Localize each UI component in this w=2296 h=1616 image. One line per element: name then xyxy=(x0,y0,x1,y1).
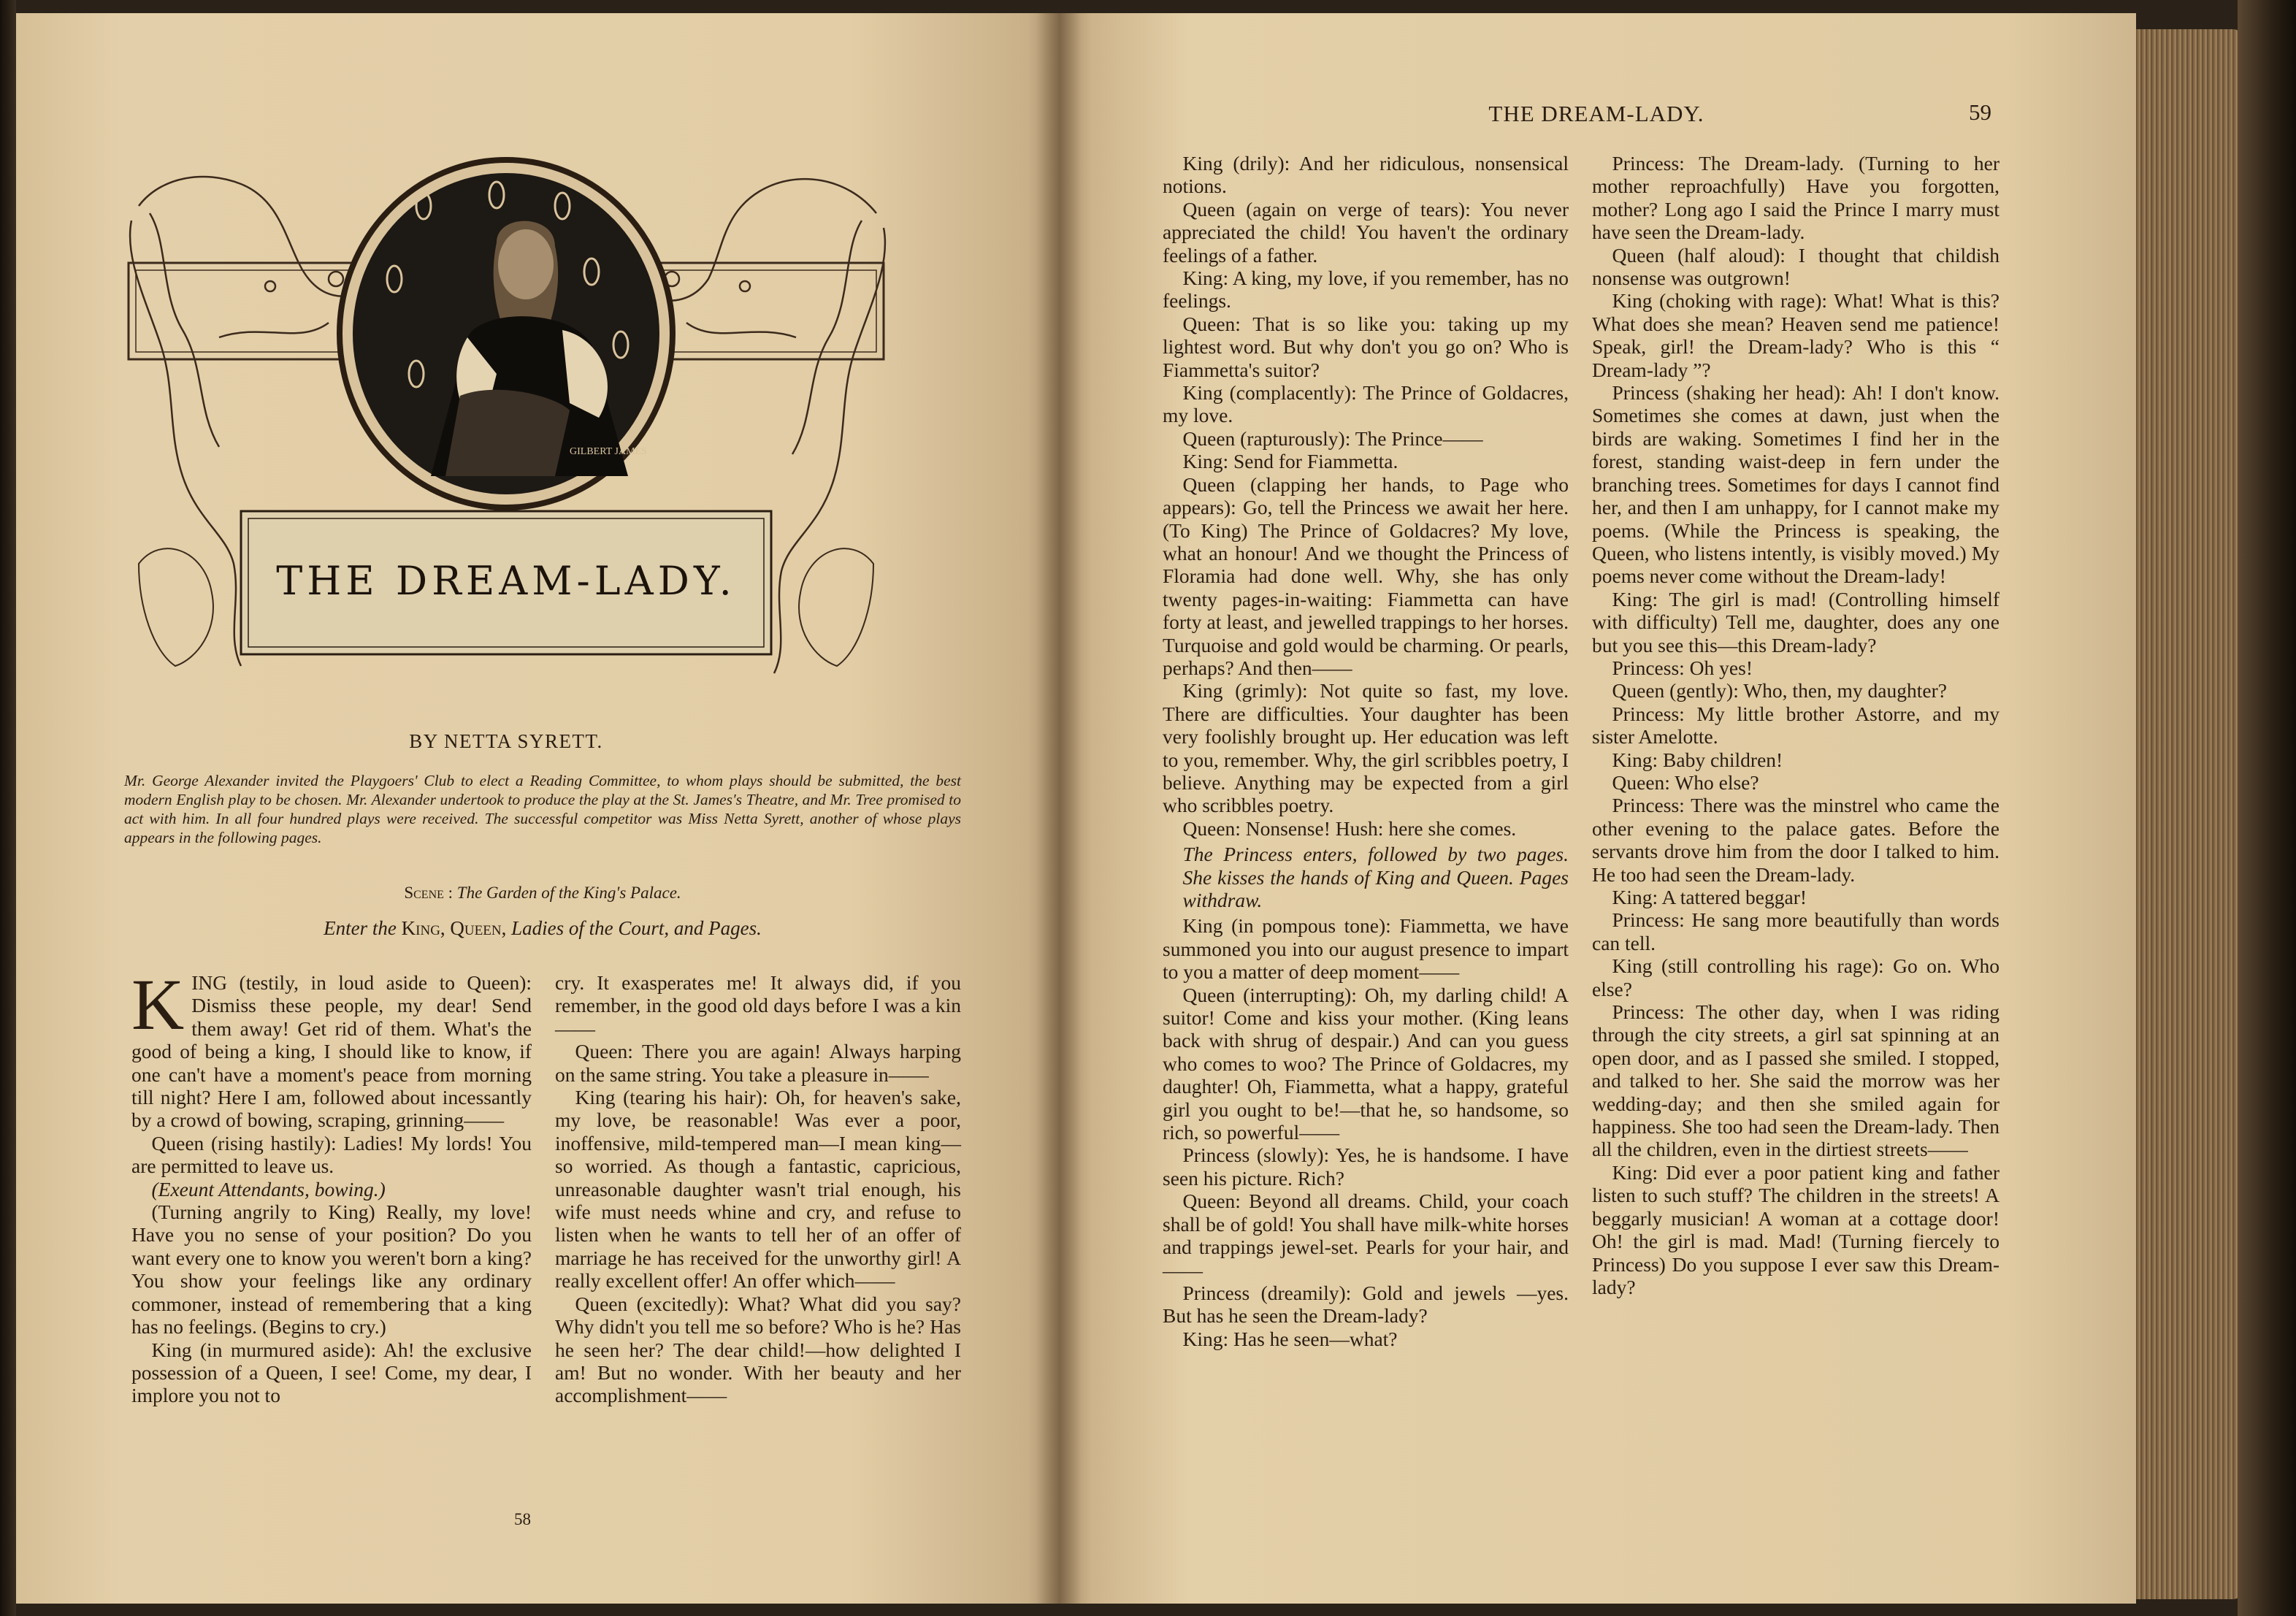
continued-paragraph: cry. It exasperates me! It always did, if you remember, in the good old days before I was a kin—— xyxy=(555,971,961,1040)
dialogue-paragraph: (Turning angrily to King) Really, my love! Have you no sense of your position? Do you want every one to know you weren't born a king? You show your feelings like any ordinary commoner, instead of remembering that a king has no feelings. (Begins to cry.) xyxy=(131,1200,532,1339)
running-head: THE DREAM-LADY. xyxy=(1488,101,1704,126)
scene-label: Scene : xyxy=(404,884,454,902)
dialogue-paragraph: Queen (again on verge of tears): You never appreciated the child! You haven't the ordinary feelings of a father. xyxy=(1163,197,1569,267)
dialogue-paragraph: Princess: He sang more beautifully than words can tell. xyxy=(1592,908,2000,954)
scene-value: The Garden of the King's Palace. xyxy=(456,884,681,902)
right-column-2 xyxy=(1592,152,2000,1298)
dialogue-paragraph: Princess: There was the minstrel who came the other evening to the palace gates. Before the servants drove him from the door I talked to him. He too had seen the Dream-lady. xyxy=(1592,794,2000,886)
dialogue-paragraph: King: Baby children! xyxy=(1612,748,1783,771)
dialogue-paragraph: King (drily): And her ridiculous, nonsensical notions. xyxy=(1163,152,1569,198)
dialogue-paragraph: Princess: My little brother Astorre, and my sister Amelotte. xyxy=(1592,702,2000,748)
dialogue-paragraph: King: A tattered beggar! xyxy=(1612,886,1807,908)
artist-signature: GILBERT JAMES xyxy=(570,446,647,457)
enter-c: Ladies of the Court, and Pages. xyxy=(511,917,762,939)
left-column-1 xyxy=(131,964,532,1407)
drop-cap: K xyxy=(131,964,185,1045)
dialogue-paragraph: Princess: The Dream-lady. (Turning to her mother reproachfully) Have you forgotten, mother? Long ago I said the Prince I marry must have seen the Dream-lady. xyxy=(1592,152,2000,244)
page-number-left: 58 xyxy=(514,1510,531,1528)
dialogue-paragraph: King (in murmured aside): Ah! the exclusive possession of a Queen, I see! Come, my dear, I implore you not to xyxy=(131,1338,532,1407)
dialogue-paragraph: Princess (shaking her head): Ah! I don't know. Sometimes she comes at dawn, just when the birds are waking. Sometimes I find her in the forest, standing waist-deep in fern under the branching trees. Sometimes for days I cannot find her, and then I am unhappy, for I cannot make my poems. (While the Princess is speaking, the Queen, who listens intently, is visibly moved.) My poems never come without the Dream-lady! xyxy=(1592,381,2000,588)
dialogue-paragraph: Queen (excitedly): What? What did you say? Why didn't you tell me so before? Who is he? Has he seen her? The dear child!—how delighted I am! But no wonder. With her beauty and her accomplishment—— xyxy=(555,1292,961,1407)
dialogue-paragraph: King (grimly): Not quite so fast, my love. There are difficulties. Your daughter has been very foolishly brought up. Her education was left to you, remember. Why, the girl scribbles poetry, I believe. Anything may be expected from a girl who scribbles poetry. xyxy=(1163,679,1569,817)
dialogue-paragraph: Queen: Beyond all dreams. Child, your coach shall be of gold! You shall have milk-white horses and trappings jewel-set. Pearls for your hair, and—— xyxy=(1163,1190,1569,1282)
dialogue-paragraph: King (still controlling his rage): Go on. Who else? xyxy=(1592,954,2000,1000)
dialogue-paragraph: Queen (half aloud): I thought that childish nonsense was outgrown! xyxy=(1592,243,2000,290)
dialogue-paragraph: King: A king, my love, if you remember, has no feelings. xyxy=(1163,267,1569,313)
dialogue-paragraph: Queen: There you are again! Always harping on the same string. You take a pleasure in—— xyxy=(555,1040,961,1086)
dialogue-paragraph: King (choking with rage): What! What is this? What does she mean? Heaven send me patience! Speak, girl! the Dream-lady? Who is this “ Dream-lady ”? xyxy=(1592,289,2000,381)
dialogue-paragraph: King: The girl is mad! (Controlling himself with difficulty) Tell me, daughter, does any one but you see this—this Dream-lady? xyxy=(1592,587,2000,656)
dialogue-paragraph: King: Did ever a poor patient king and father listen to such stuff? The children in the streets! A beggarly musician! A woman at a cottage door! Oh! the girl is mad. Mad! (Turning fiercely to Princess) Do you suppose I ever saw this Dream-lady? xyxy=(1592,1160,2000,1298)
dialogue-paragraph: Queen (gently): Who, then, my daughter? xyxy=(1612,679,1947,702)
dialogue-paragraph: King (tearing his hair): Oh, for heaven's sake, my love, be reasonable! Was ever a poor, inoffensive, mild-tempered man—I mean king—so worried. As though a fantastic, capricious, unreasonable daughter wasn't trial enough, his wife must needs whine and cry, and refuse to listen when he wants to tell her of an offer of marriage he has received for the unworthy girl! A really excellent offer! An offer which—— xyxy=(555,1086,961,1293)
book-cover-left xyxy=(0,0,16,1616)
dialogue-paragraph: Queen: Who else? xyxy=(1612,770,1759,794)
page-number-right: 59 xyxy=(1969,99,1991,125)
title-illustration xyxy=(117,155,895,702)
dialogue-paragraph: Queen (clapping her hands, to Page who appears): Go, tell the Princess we await her here. (To King) The Prince of Goldacres? My love, what an honour! And we thought the Princess of Floramia had done well. Why, she has only twenty pages-in-waiting: Fiammetta can have forty at least, and jewelled trappings to her horses. Turquoise and gold would be charming. Or pearls, perhaps? And then—— xyxy=(1163,472,1569,679)
dialogue-paragraph: Queen (rapturously): The Prince—— xyxy=(1182,426,1483,450)
dialogue-paragraph: Queen: That is so like you: taking up my lightest word. But why don't you go on? Who is Fiammetta's suitor? xyxy=(1163,312,1569,381)
dialogue-paragraph: Queen (rising hastily): Ladies! My lords! You are permitted to leave us. xyxy=(131,1131,532,1178)
dialogue-paragraph: King: Has he seen—what? xyxy=(1182,1327,1398,1350)
dialogue-paragraph: King (complacently): The Prince of Goldacres, my love. xyxy=(1163,381,1569,427)
editorial-note: Mr. George Alexander invited the Playgoers' Club to elect a Reading Committee, to whom plays should be submitted, the best modern English play to be chosen. Mr. Alexander undertook to produce the play at the St. James's Theatre, and Mr. Tree promised to act with him. In all four hundred plays were received. The successful competitor was Miss Netta Syrett, another of whose plays appears in the following pages. xyxy=(124,772,961,846)
book-gutter xyxy=(1037,13,1081,1604)
dialogue-paragraph: Princess: The other day, when I was riding through the city streets, a girl sat spinning at an open door, and as I passed she smiled. I stopped, and talked to her. She said the morrow was her wedding-day; and then she smiled again for happiness. She too had seen the Dream-lady. Then all the children, even in the dirtiest streets—— xyxy=(1592,1000,2000,1161)
illustration-title: THE DREAM-LADY. xyxy=(276,558,736,604)
scene-line xyxy=(124,884,961,903)
dialogue-paragraph: Princess (dreamily): Gold and jewels —yes. But has he seen the Dream-lady? xyxy=(1163,1281,1569,1328)
stage-direction: (Exeunt Attendants, bowing.) xyxy=(151,1177,386,1200)
enter-b: King, Queen, xyxy=(401,917,507,939)
left-column-2 xyxy=(555,971,961,1407)
byline: BY NETTA SYRETT. xyxy=(409,730,603,752)
book-cover-right xyxy=(2238,0,2296,1616)
dialogue-paragraph: Princess (slowly): Yes, he is handsome. I have seen his picture. Rich? xyxy=(1163,1144,1569,1190)
dialogue-paragraph: Queen: Nonsense! Hush: here she comes. xyxy=(1182,816,1517,840)
dialogue-paragraph: Queen (interrupting): Oh, my darling child! A suitor! Come and kiss your mother. (King leans back with shrug of despair.) And can you guess who comes to woo? The Prince of Goldacres, my daughter! Oh, Fiammetta, what a happy, grateful girl you ought to be!—that he, so handsome, so rich, so powerful—— xyxy=(1163,983,1569,1144)
dialogue-paragraph: Princess: Oh yes! xyxy=(1612,656,1753,679)
right-column-1 xyxy=(1163,152,1569,1350)
paragraph-text: ING (testily, in loud aside to Queen): Dismiss these people, my dear! Send them away! Get rid of them. What's the good of being a king, I should like to know, if one can't have a moment's peace from morning till night? Here I am, followed about incessantly by a crowd of bowing, scraping, grinning—— xyxy=(131,971,532,1132)
dialogue-paragraph: King (in pompous tone): Fiammetta, we have summoned you into our august presence to impart to you a matter of deep moment—— xyxy=(1163,914,1569,984)
enter-a: Enter the xyxy=(324,917,397,939)
dialogue-paragraph: King: Send for Fiammetta. xyxy=(1182,450,1398,473)
page-edges xyxy=(2132,29,2242,1599)
entrance-direction xyxy=(124,917,961,940)
stage-direction: The Princess enters, followed by two pages. She kisses the hands of King and Queen. Pages withdraw. xyxy=(1182,843,1569,911)
first-paragraph xyxy=(131,964,532,1132)
